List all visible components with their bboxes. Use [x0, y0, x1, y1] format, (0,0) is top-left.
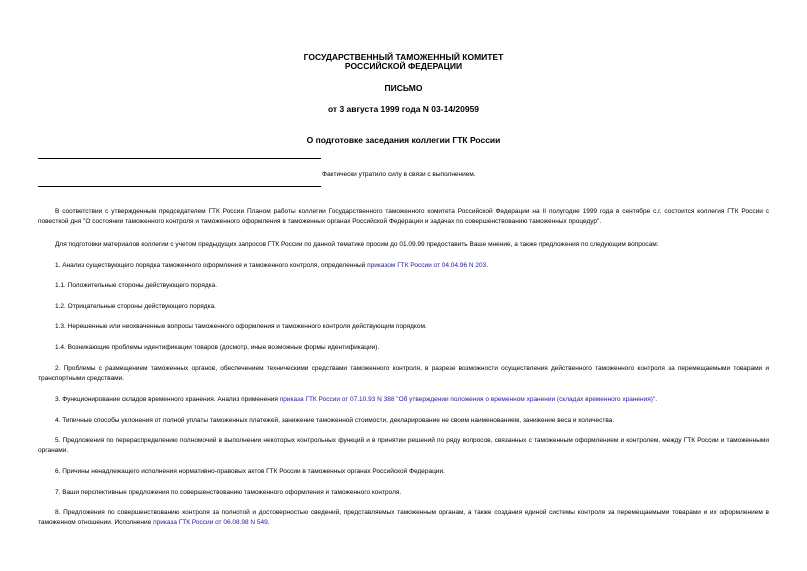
- organization-name-line-2: РОССИЙСКОЙ ФЕДЕРАЦИИ: [344, 61, 463, 71]
- paragraph-item-8: [38, 508, 769, 527]
- paragraph-text: 1.1. Положительные стороны действующего порядка.: [55, 282, 218, 289]
- document-type: ПИСЬМО: [384, 83, 423, 93]
- paragraph-text: 1.4. Возникающие проблемы идентификации товаров (досмотр, иные возможные формы идентификации).: [55, 344, 380, 351]
- paragraph-text: В соответствии с утвержденным председателем ГТК России Планом работы коллегии Государственного таможенного комитета Российской Федерации на II полугодие 1999 года в сентябре с.г. состоится коллегия ГТК России с повесткой дня "О состоянии таможенного контроля и таможенного оформления в таможенных органах Российской Федерации и задачах по совершенствованию таможенных процедур".: [38, 208, 769, 225]
- paragraph-item-3: [38, 395, 769, 405]
- paragraph-text: 6. Причины ненадлежащего исполнения нормативно-правовых актов ГТК России в таможенных органах Российской Федерации.: [55, 468, 445, 475]
- paragraph-text-end: .: [486, 262, 489, 269]
- order-203-link[interactable]: приказом ГТК России от 04.04.96 N 203: [367, 262, 487, 269]
- paragraph-item-1-4: [38, 343, 769, 353]
- paragraph-intro: [38, 207, 769, 226]
- order-549-link[interactable]: приказа ГТК России от 06.08.98 N 549: [153, 518, 268, 526]
- paragraph-item-4: [38, 416, 769, 426]
- document-title: О подготовке заседания коллегии ГТК России: [306, 135, 501, 145]
- divider-bottom: [38, 186, 321, 187]
- paragraph-text: 8. Предложения по совершенствованию контроля за полнотой и достоверностью сведений, представляемых таможенным органам, а также создания единой системы контроля за перемещаемыми товарами и их оформлением в таможенном отношении. Исполнение: [38, 509, 769, 526]
- paragraph-item-6: [38, 467, 769, 477]
- paragraph-text: 7. Ваши перспективные предложения по совершенствованию таможенного оформления и таможенного контроля.: [55, 489, 402, 496]
- paragraph-text-end: .: [655, 396, 658, 403]
- paragraph-text: 4. Типичные способы уклонения от полной уплаты таможенных платежей, занижение таможенной стоимости, декларирование не своим наименованием, занижение веса и количества.: [55, 417, 615, 424]
- paragraph-text: 5. Предложения по перераспределению полномочий в выполнении некоторых контрольных функций и в принятии решений по ряду вопросов, связанных с таможенным оформлением и контролем, между ГТК России и таможенными органами.: [38, 437, 769, 454]
- paragraph-text: 1.3. Нерешенные или неохваченные вопросы таможенного оформления и таможенного контроля действующим порядком.: [55, 323, 427, 330]
- paragraph-item-1-1: [38, 281, 769, 291]
- paragraph-text: 2. Проблемы с размещением таможенных органов, обеспечением техническими средствами таможенного контроля, в разрезе возможности осуществления действенного таможенного контроля за перемещаемыми товарами и транспортными средствами.: [38, 365, 769, 382]
- paragraph-item-5: [38, 436, 769, 455]
- paragraph-item-7: [38, 488, 769, 498]
- paragraph-item-1: [38, 261, 769, 271]
- paragraph-text: Для подготовки материалов коллегии с учетом предыдущих запросов ГТК России по данной тематике просим до 01.09.99 предоставить Ваше мнение, а также предложения по следующим вопросам:: [55, 241, 659, 248]
- paragraph-item-1-2: [38, 302, 769, 312]
- paragraph-request: [38, 240, 769, 250]
- paragraph-text: 1. Анализ существующего порядка таможенного оформления и таможенного контроля, определенный: [55, 262, 368, 269]
- paragraph-text-end: .: [267, 518, 270, 526]
- paragraph-item-2: [38, 364, 769, 383]
- paragraph-text: 3. Функционирование складов временного хранения. Анализ применения: [55, 396, 280, 403]
- paragraph-item-1-3: [38, 322, 769, 332]
- divider-top: [38, 158, 321, 159]
- status-note: Фактически утратило силу в связи с выполнением.: [322, 171, 476, 178]
- organization-name-line-1: ГОСУДАРСТВЕННЫЙ ТАМОЖЕННЫЙ КОМИТЕТ: [303, 52, 504, 62]
- document-date-number: от 3 августа 1999 года N 03-14/20959: [327, 104, 480, 114]
- paragraph-text: 1.2. Отрицательные стороны действующего порядка.: [55, 303, 216, 310]
- order-388-link[interactable]: приказа ГТК России от 07.10.93 N 388 "Об утверждении положения о временном хранении (складах временного хранения)": [279, 396, 656, 403]
